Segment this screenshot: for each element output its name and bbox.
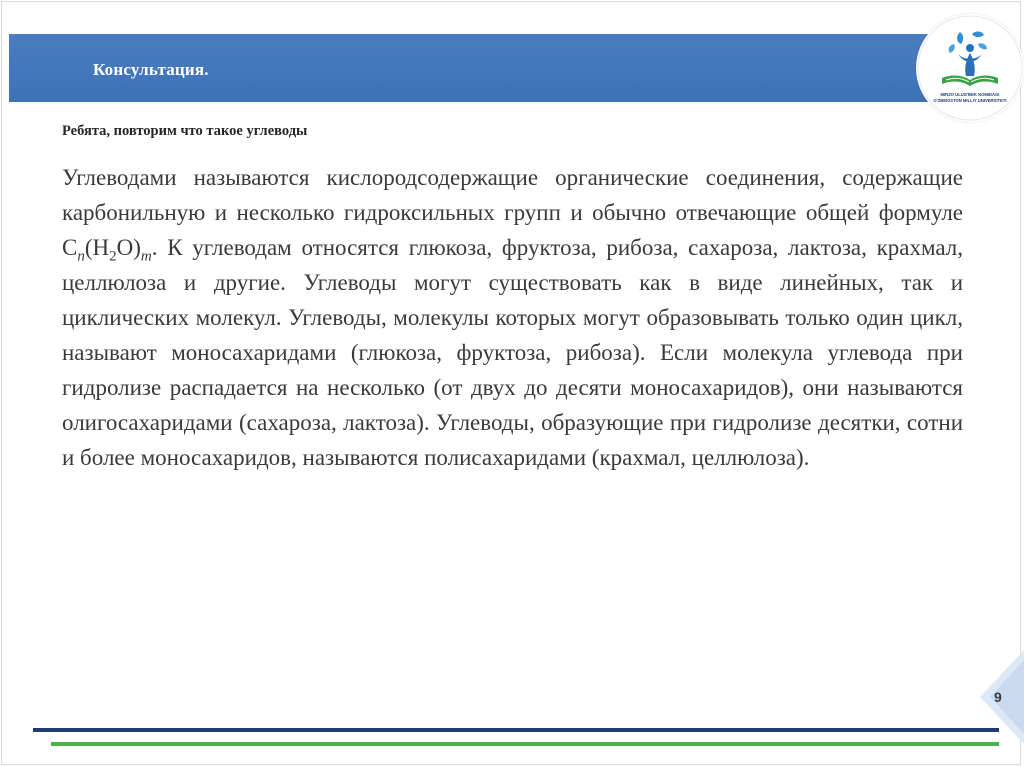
footer-line-navy xyxy=(33,728,999,732)
university-logo-icon xyxy=(916,14,1024,122)
formula-sub-n: n xyxy=(77,248,85,265)
slide-subtitle: Ребята, повторим что такое углеводы xyxy=(62,123,308,139)
formula-sub-m: m xyxy=(140,248,152,265)
logo-text-line2: O'ZBEKISTON MILLIY UNIVERSITETI xyxy=(933,98,1007,103)
body-text-part4: . К углеводам относятся глюкоза, фруктоза, рибоза, сахароза, лактоза, крахмал, целлюлоза и другие. Углеводы могут существовать как в виде линейных, так и циклических молекул. Углеводы, молекулы которых могут образовывать только один цикл, называют моносахаридами (глюкоза, фруктоза, рибоза). Если молекула углевода при гидролизе распадается на несколько (от двух до десяти моносахаридов), они называются олигосахаридами (сахароза, лактоза). Углеводы, образующие при гидролизе десятки, сотни и более моносахаридов, называются полисахаридами (крахмал, целлюлоза). xyxy=(62,235,963,470)
body-text-part1: Углеводами называются кислородсодержащие органические соединения, содержащие карбонильную и несколько гидроксильных групп и обычно отвечающие общей формуле C xyxy=(62,165,963,260)
formula-sub-2: 2 xyxy=(109,248,117,265)
body-text-part2: (H xyxy=(84,235,110,260)
body-paragraph xyxy=(62,160,963,475)
header-title: Консультация. xyxy=(93,60,209,79)
logo-text-line1: MIRZO ULUG'BEK NOMIDAGI xyxy=(940,92,1000,97)
body-text-part3: O) xyxy=(116,235,141,260)
page-number: 9 xyxy=(994,689,1002,705)
footer-line-green xyxy=(51,742,999,746)
logo-graphic xyxy=(916,14,1024,122)
